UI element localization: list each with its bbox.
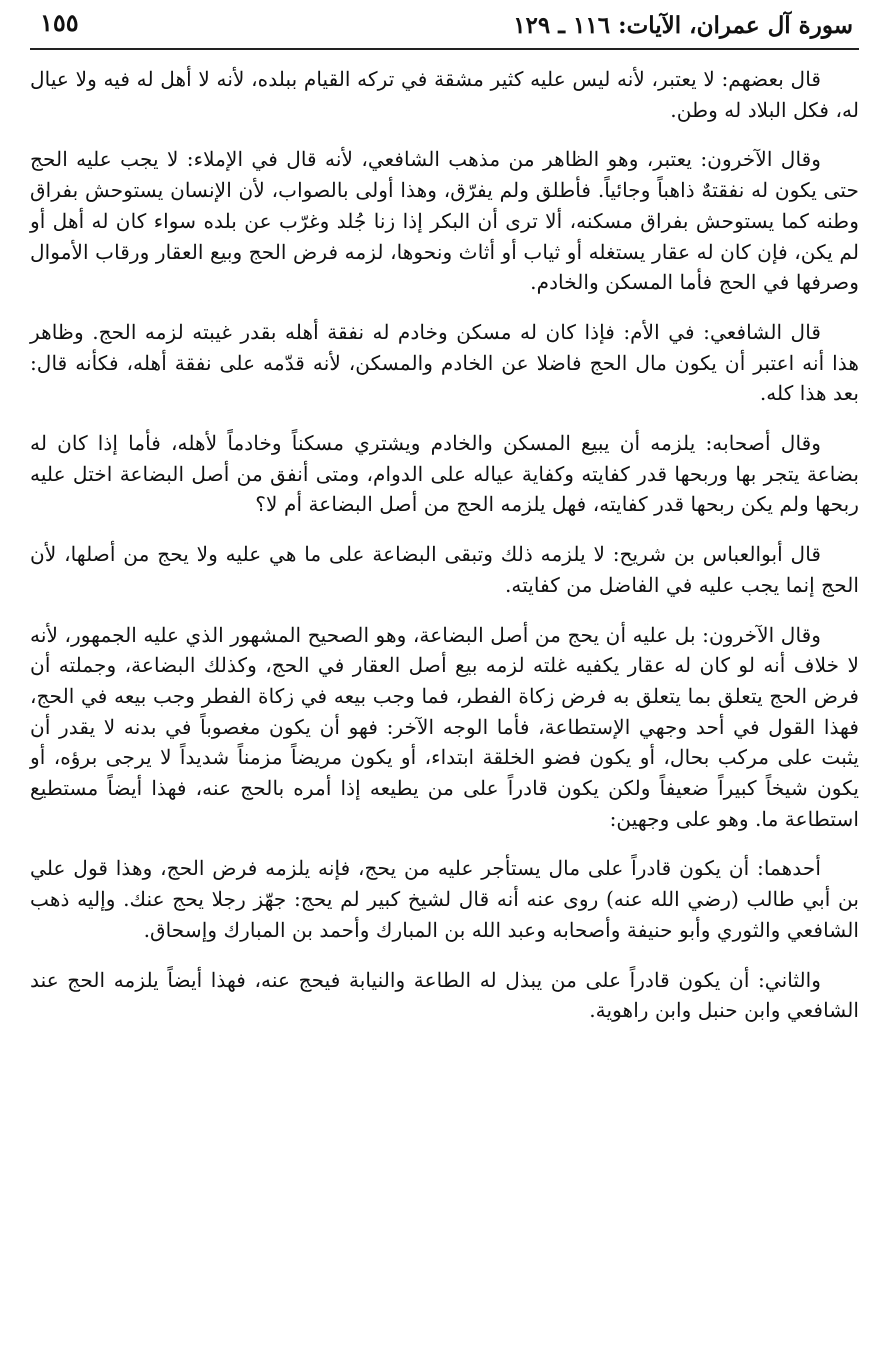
paragraph: أحدهما: أن يكون قادراً على مال يستأجر عليه من يحج، فإنه يلزمه فرض الحج، وهذا قول علي بن أبي طالب (رضي الله عنه) روى عنه أنه قال لشيخ كبير لم يحج: جهّز رجلا يحج عنك. وإليه ذهب الشافعي والثوري وأبو حنيفة وأصحابه وعبد الله بن المبارك وأحمد بن المبارك وإسحاق. [30, 856, 859, 942]
paragraph: قال بعضهم: لا يعتبر، لأنه ليس عليه كثير مشقة في تركه القيام ببلده، لأنه لا أهل له فيه ولا عيال له، فكل البلاد له وطن. [30, 67, 859, 122]
paragraph: والثاني: أن يكون قادراً على من يبذل له الطاعة والنيابة فيحج عنه، فهذا أيضاً يلزمه الحج عند الشافعي وابن حنبل وابن راهوية. [30, 967, 859, 1023]
page-body [30, 50, 859, 1026]
running-header [30, 0, 859, 50]
paragraph: قال الشافعي: في الأم: فإذا كان له مسكن وخادم له نفقة أهله بقدر غيبته لزمه الحج. وظاهر هذا أنه اعتبر أن يكون مال الحج فاضلا عن الخادم والمسكن، لأنه قدّمه على نفقة أهله، فكأنه قال: بعد هذا كله. [30, 319, 859, 406]
paragraph: وقال الآخرون: بل عليه أن يحج من أصل البضاعة، وهو الصحيح المشهور الذي عليه الجمهور، لأنه لا خلاف أنه لو كان له عقار يكفيه غلته لزمه بيع أصل العقار في الحج، وكذلك البضاعة، وجملته أن فرض الحج يتعلق بما يتعلق به فرض زكاة الفطر، فما وجب بيعه في زكاة الفطر وجب بيعه في الحج، فهذا القول في أحد وجهي الإستطاعة، فأما الوجه الآخر: فهو أن يكون مغصوباً في بدنه لا يقدر أن يثبت على مركب بحال، أو يكون فضو الخلقة ابتداء، أو يكون مريضاً مزمناً شديداً لا يرجى برؤه، أو يكون شيخاً كبيراً ضعيفاً ولكن يكون قادراً على من يطيعه إذا أمره بالحج عنه، فهذا أيضاً مستطيع استطاعة ما. وهو على وجهين: [30, 622, 859, 831]
chapter-title: سورة آل عمران، الآيات: ١١٦ ـ ١٢٩ [513, 12, 853, 39]
paragraph: وقال الآخرون: يعتبر، وهو الظاهر من مذهب الشافعي، لأنه قال في الإملاء: لا يجب عليه الحج حتى يكون له نفقتهٌ ذاهباً وجائياً. فأطلق ولم يفرّق، وهذا أولى بالصواب، لأن الإنسان يستوحش بفراق وطنه كما يستوحش بفراق مسكنه، ألا ترى أن البكر إذا زنا جُلد وغرّب عن بلده سواء كان له أهل أو لم يكن، فإن كان له عقار يستغله أو ثياب أو أثاث ونحوها، لزمه فرض الحج وبيع العقار ورقاب الأموال وصرفها في الحج فأما المسكن والخادم. [30, 147, 859, 295]
paragraph: وقال أصحابه: يلزمه أن يبيع المسكن والخادم ويشتري مسكناً وخادماً لأهله، فأما إذا كان له بضاعة يتجر بها وربحها قدر كفايته وكفاية عياله على الدوام، ومتى أنفق من أصل البضاعة اختل عليه ربحها ولم يكن ربحها قدر كفايته، فهل يلزمه الحج من أصل البضاعة أم لا؟ [30, 431, 859, 517]
page-number: ١٥٥ [40, 8, 79, 37]
paragraph: قال أبوالعباس بن شريح: لا يلزمه ذلك وتبقى البضاعة على ما هي عليه ولا يحج من أصلها، لأن الحج إنما يجب عليه في الفاضل من كفايته. [30, 542, 859, 597]
